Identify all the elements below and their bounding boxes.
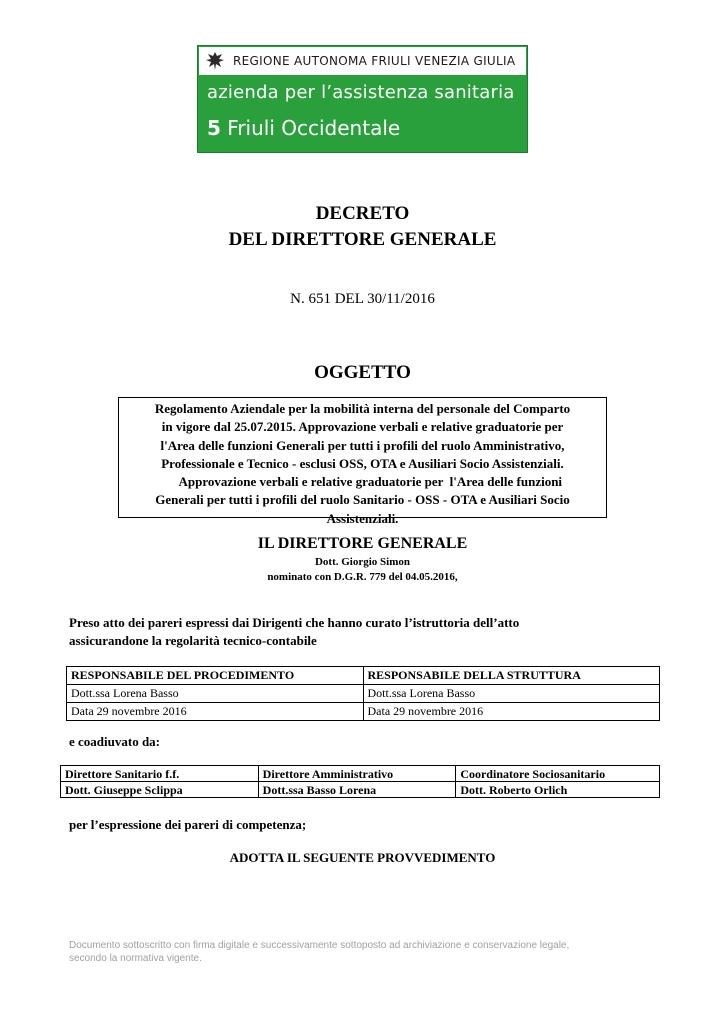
- oggetto-line: Assistenziali.: [326, 510, 399, 526]
- oggetto-line: Approvazione verbali e relative graduatorie per l'Area delle funzioni: [162, 474, 563, 490]
- oggetto-line: Generali per tutti i profili del ruolo Sanitario - OSS - OTA e Ausiliari Socio: [155, 492, 570, 508]
- responsabili-table: [66, 666, 660, 721]
- logo-region-text: REGIONE AUTONOMA FRIULI VENEZIA GIULIA: [233, 54, 516, 68]
- adotta-heading: ADOTTA IL SEGUENTE PROVVEDIMENTO: [229, 850, 496, 865]
- decree-title: [0, 201, 725, 253]
- direttore-name: Dott. Giorgio Simon: [314, 556, 411, 568]
- preso-atto-line1: Preso atto dei pareri espressi dai Dirigenti che hanno curato l’istruttoria dell’atto: [69, 615, 520, 630]
- table-cell: Dott. Roberto Orlich: [456, 782, 660, 798]
- logo-region-band: [198, 46, 527, 76]
- logo-area-name: Friuli Occidentale: [227, 116, 401, 140]
- oggetto-line: Regolamento Aziendale per la mobilità interna del personale del Comparto: [154, 401, 571, 416]
- preso-atto-text: [69, 614, 519, 650]
- table-header-cell: RESPONSABILE DELLA STRUTTURA: [363, 667, 660, 685]
- logo-azienda-text: azienda per l’assistenza sanitaria: [207, 82, 515, 103]
- table-cell: Data 29 novembre 2016: [67, 703, 364, 721]
- table-cell: Data 29 novembre 2016: [363, 703, 660, 721]
- pareri-text: per l’espressione dei pareri di competenza;: [69, 817, 307, 832]
- oggetto-line: in vigore dal 25.07.2015. Approvazione verbali e relative graduatorie per: [161, 419, 564, 435]
- table-header-cell: Direttore Amministrativo: [258, 766, 456, 782]
- table-cell: Dott.ssa Lorena Basso: [363, 685, 660, 703]
- logo-area: [207, 116, 400, 140]
- oggetto-box: [118, 397, 607, 526]
- table-row: [67, 667, 660, 685]
- oggetto-heading: OGGETTO: [314, 362, 411, 383]
- direttori-table: [60, 765, 660, 798]
- decree-title-line2: DEL DIRETTORE GENERALE: [228, 229, 497, 250]
- table-row: [61, 782, 660, 798]
- logo-area-number: 5: [207, 116, 221, 140]
- coadiuvato-text: e coadiuvato da:: [69, 734, 160, 749]
- decree-number: N. 651 DEL 30/11/2016: [290, 291, 435, 307]
- table-header-cell: Direttore Sanitario f.f.: [61, 766, 259, 782]
- digital-signature-footer: [69, 939, 659, 965]
- table-row: [67, 703, 660, 721]
- table-row: [61, 766, 660, 782]
- direttore-nomination: nominato con D.G.R. 779 del 04.05.2016,: [267, 571, 458, 583]
- table-cell: Dott.ssa Lorena Basso: [67, 685, 364, 703]
- table-header-cell: Coordinatore Sociosanitario: [456, 766, 660, 782]
- oggetto-line: l'Area delle funzioni Generali per tutti i profili del ruolo Amministrativo,: [160, 437, 565, 453]
- preso-atto-line2: assicurandone la regolarità tecnico-contabile: [69, 633, 317, 648]
- agency-logo: [197, 45, 528, 153]
- oggetto-line: Professionale e Tecnico - esclusi OSS, OTA e Ausiliari Socio Assistenziali.: [161, 455, 564, 471]
- table-row: [67, 685, 660, 703]
- footer-line1: Documento sottoscritto con firma digitale e successivamente sottoposto ad archiviazione e conservazione legale,: [69, 940, 570, 951]
- decree-title-line1: DECRETO: [315, 203, 410, 224]
- direttore-heading: IL DIRETTORE GENERALE: [257, 535, 468, 552]
- footer-line2: secondo la normativa vigente.: [69, 953, 202, 964]
- table-header-cell: RESPONSABILE DEL PROCEDIMENTO: [67, 667, 364, 685]
- table-cell: Dott. Giuseppe Sclippa: [61, 782, 259, 798]
- table-cell: Dott.ssa Basso Lorena: [258, 782, 456, 798]
- region-eagle-icon: [204, 50, 226, 72]
